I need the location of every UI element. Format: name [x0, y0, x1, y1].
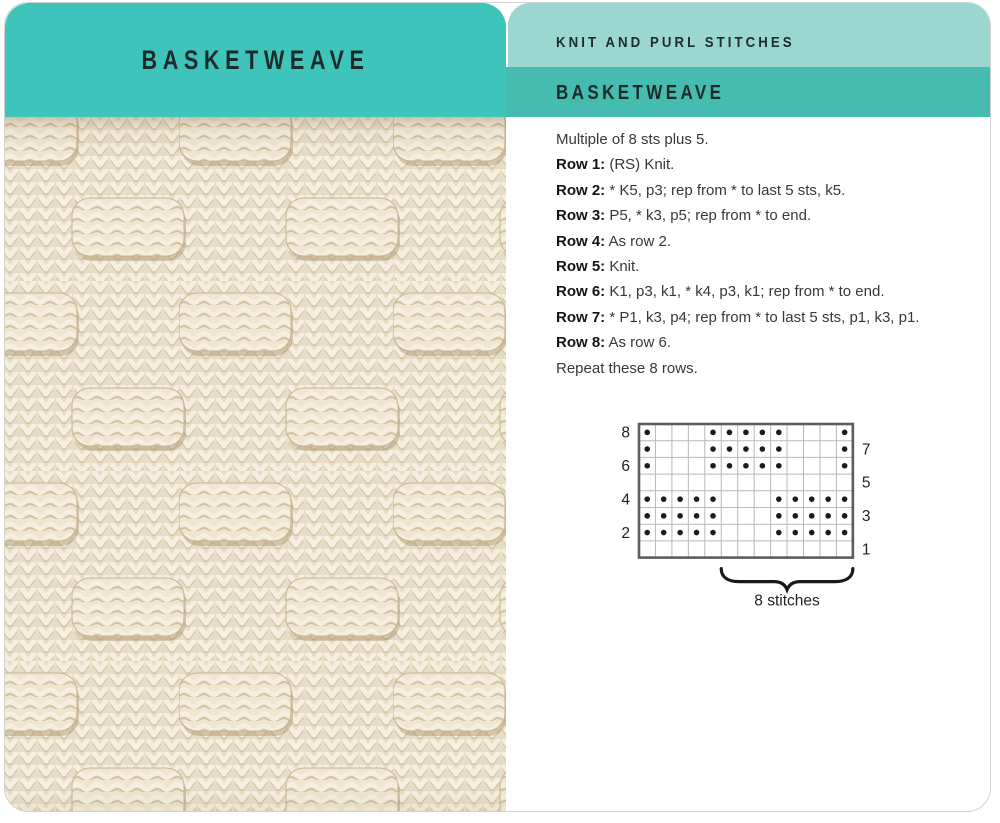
purl-dot [776, 496, 782, 502]
instruction-row-7: Row 7: * P1, k3, p4; rep from * to last 5 sts, p1, k3, p1. [556, 308, 920, 326]
purl-dot [694, 496, 700, 502]
purl-dot [677, 530, 683, 536]
purl-dot [743, 463, 749, 469]
left-header-band [5, 3, 506, 117]
purl-dot [661, 513, 667, 519]
purl-dot [710, 530, 716, 536]
purl-dot [644, 446, 650, 452]
repeat-label: 8 stitches [754, 592, 820, 610]
pattern-instructions [556, 127, 981, 381]
pattern-title-left: BASKETWEAVE [141, 44, 370, 75]
purl-dot [661, 530, 667, 536]
purl-dot [694, 530, 700, 536]
purl-dot [710, 463, 716, 469]
purl-dot [760, 430, 766, 436]
title-band [506, 67, 990, 117]
purl-dot [661, 496, 667, 502]
purl-dot [677, 513, 683, 519]
purl-dot [842, 463, 848, 469]
purl-dot [776, 530, 782, 536]
instruction-row-6: Row 6: K1, p3, k1, * k4, p3, k1; rep from * to end. [556, 283, 885, 301]
pattern-title-right: BASKETWEAVE [556, 81, 725, 104]
chart-row-number: 3 [861, 508, 871, 526]
purl-dot [644, 513, 650, 519]
purl-dot [677, 496, 683, 502]
purl-dot [825, 513, 831, 519]
purl-dot [727, 430, 733, 436]
chart-row-number: 2 [621, 524, 630, 542]
purl-dot [842, 446, 848, 452]
chart-row-number: 4 [621, 491, 630, 509]
category-band [508, 3, 990, 67]
purl-dot [710, 446, 716, 452]
purl-dot [809, 496, 815, 502]
category-label: KNIT AND PURL STITCHES [556, 33, 795, 51]
chart-row-number: 5 [861, 474, 871, 492]
instruction-outro: Repeat these 8 rows. [556, 359, 698, 377]
purl-dot [842, 496, 848, 502]
repeat-brace [721, 569, 853, 590]
purl-dot [710, 496, 716, 502]
knit-texture-graphic [5, 117, 506, 812]
instruction-row-4: Row 4: As row 2. [556, 232, 672, 250]
page-card [4, 2, 991, 812]
purl-dot [760, 446, 766, 452]
chart-row-number: 8 [621, 424, 630, 442]
purl-dot [809, 513, 815, 519]
purl-dot [727, 446, 733, 452]
instruction-row-1: Row 1: (RS) Knit. [556, 156, 675, 174]
purl-dot [776, 430, 782, 436]
purl-dot [644, 463, 650, 469]
instruction-row-8: Row 8: As row 6. [556, 334, 672, 352]
instruction-intro: Multiple of 8 sts plus 5. [556, 131, 709, 148]
purl-dot [694, 513, 700, 519]
instruction-row-2: Row 2: * K5, p3; rep from * to last 5 sts, k5. [556, 181, 846, 199]
chart-row-number: 1 [861, 541, 871, 559]
purl-dot [792, 530, 798, 536]
purl-dot [809, 530, 815, 536]
purl-dot [825, 530, 831, 536]
purl-dot [644, 430, 650, 436]
knitting-chart [615, 420, 875, 618]
purl-dot [792, 513, 798, 519]
purl-dot [743, 430, 749, 436]
purl-dot [776, 463, 782, 469]
instruction-row-3: Row 3: P5, * k3, p5; rep from * to end. [556, 207, 812, 225]
purl-dot [727, 463, 733, 469]
purl-dot [710, 513, 716, 519]
purl-dot [743, 446, 749, 452]
purl-dot [760, 463, 766, 469]
basketweave-swatch-photo [5, 117, 506, 812]
purl-dot [825, 496, 831, 502]
chart-row-number: 7 [861, 441, 871, 459]
purl-dot [842, 513, 848, 519]
purl-dot [776, 513, 782, 519]
instruction-row-5: Row 5: Knit. [556, 258, 640, 276]
purl-dot [644, 496, 650, 502]
purl-dot [842, 430, 848, 436]
purl-dot [776, 446, 782, 452]
purl-dot [842, 530, 848, 536]
purl-dot [792, 496, 798, 502]
purl-dot [644, 530, 650, 536]
purl-dot [710, 430, 716, 436]
chart-row-number: 6 [621, 457, 630, 475]
